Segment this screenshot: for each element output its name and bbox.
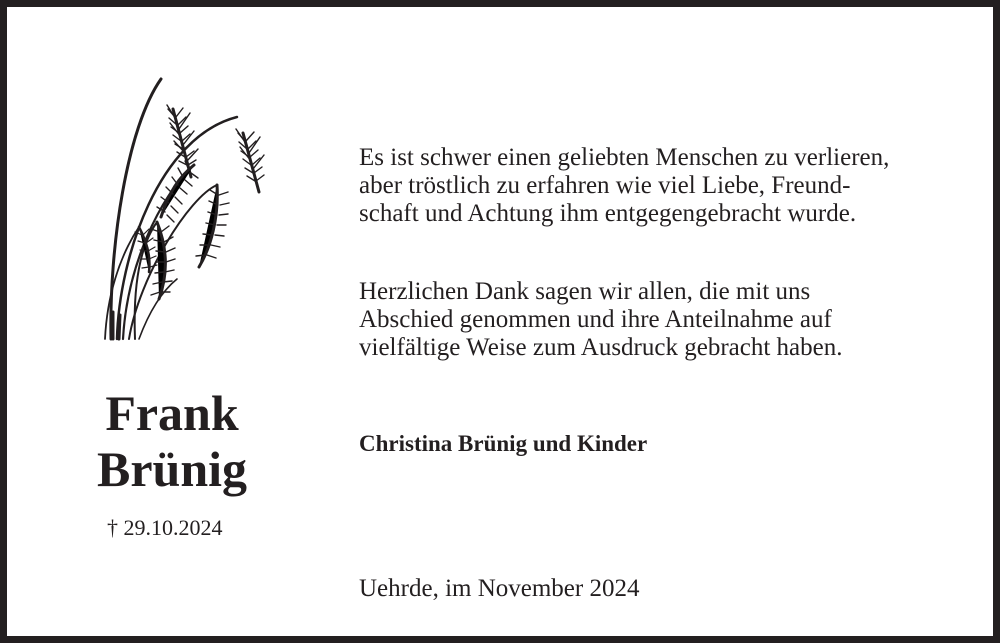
- text-line: Abschied genommen und ihre Anteilnahme auf: [359, 306, 832, 333]
- grass-ears-illustration: [99, 67, 289, 352]
- gratitude-paragraph-2: [359, 278, 959, 362]
- text-line: Herzlichen Dank sagen wir allen, die mit uns: [359, 278, 811, 305]
- text-line: Es ist schwer einen geliebten Menschen zu verlieren,: [359, 144, 890, 171]
- deceased-first-name: Frank: [105, 385, 239, 441]
- text-line: schaft und Achtung ihm entgegengebracht wurde.: [359, 200, 857, 227]
- deceased-last-name: Brünig: [96, 441, 248, 497]
- text-line: aber tröstlich zu erfahren wie viel Liebe, Freund-: [359, 172, 851, 199]
- signature: Christina Brünig und Kinder: [359, 431, 648, 456]
- place-and-date: Uehrde, im November 2024: [359, 575, 640, 602]
- text-line: vielfältige Weise zum Ausdruck gebracht haben.: [359, 334, 843, 361]
- gratitude-paragraph-1: [359, 144, 959, 228]
- death-date: † 29.10.2024: [107, 515, 223, 540]
